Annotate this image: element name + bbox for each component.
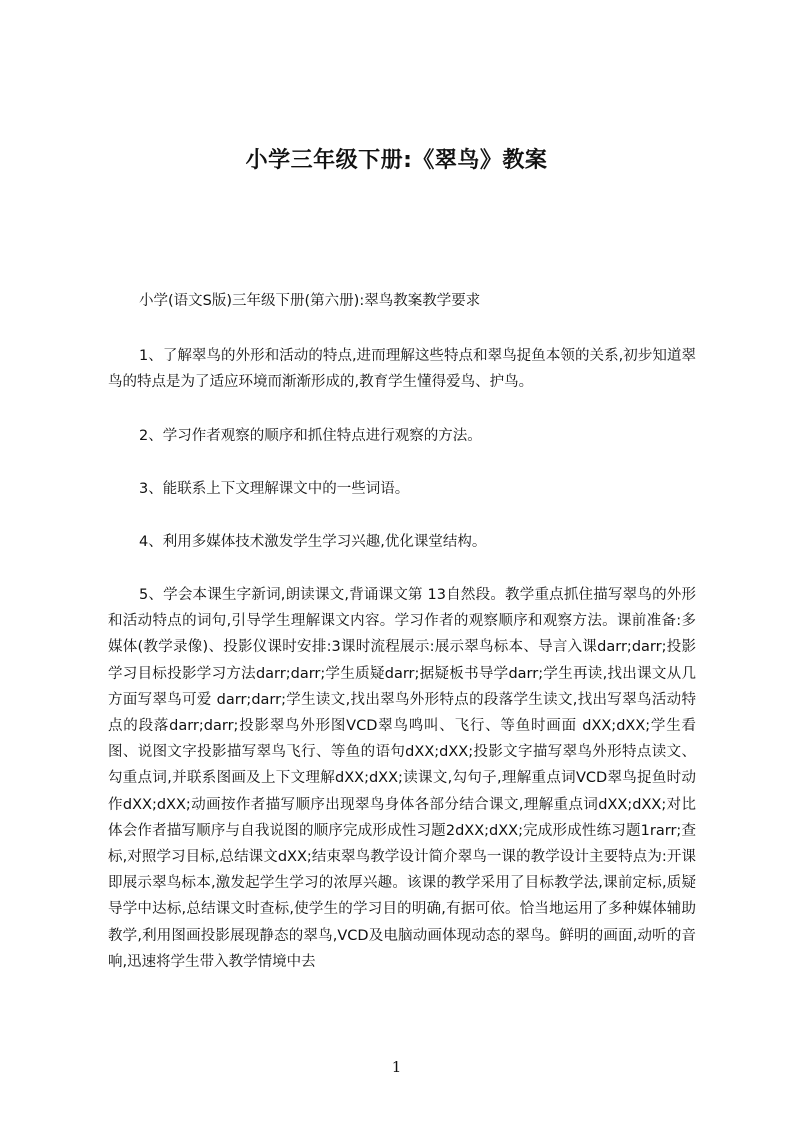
objective-paragraph-1: 1、了解翠鸟的外形和活动的特点,进而理解这些特点和翠鸟捉鱼本领的关系,初步知道翠鸟的特点是为了适应环境而渐渐形成的,教育学生懂得爱鸟、护鸟。 [108, 348, 696, 390]
intro-paragraph: 小学(语文S版)三年级下册(第六册):翠鸟教案教学要求 [139, 293, 481, 309]
document-title: 小学三年级下册:《翠鸟》教案 [245, 148, 548, 173]
objective-paragraph-5: 5、学会本课生字新词,朗读课文,背诵课文第 13自然段。教学重点抓住描写翠鸟的外形和活动特点的词句,引导学生理解课文内容。学习作者的观察顺序和观察方法。课前准备:多媒体(教学录像)、投影仪课时安排:3课时流程展示:展示翠鸟标本、导言入课darr;darr;投影学习目标投影学习方法darr;darr;学生质疑darr;据疑板书导学darr;学生再读,找出课文从几方面写翠鸟可爱 darr;darr;学生读文,找出翠鸟外形特点的段落学生读文,找出写翠鸟活动特点的段落darr;darr;投影翠鸟外形图VCD翠鸟鸣叫、飞行、等鱼时画面 dXX;dXX;学生看图、说图文字投影描写翠鸟飞行、等鱼的语句dXX;dXX;投影文字描写翠鸟外形特点读文、勾重点词,并联系图画及上下文理解dXX;dXX;读课文,勾句子,理解重点词VCD翠鸟捉鱼时动作dXX;dXX;动画按作者描写顺序出现翠鸟身体各部分结合课文,理解重点词dXX;dXX;对比体会作者描写顺序与自我说图的顺序完成形成性习题2dXX;dXX;完成形成性练习题1rarr;查标,对照学习目标,总结课文dXX;结束翠鸟教学设计简介翠鸟一课的教学设计主要特点为:开课即展示翠鸟标本,激发起学生学习的浓厚兴趣。该课的教学采用了目标教学法,课前定标,质疑导学中达标,总结课文时查标,使学生的学习目的明确,有据可依。恰当地运用了多种媒体辅助教学,利用图画投影展现静态的翠鸟,VCD及电脑动画体现动态的翠鸟。鲜明的画面,动听的音响,迅速将学生带入教学情境中去 [108, 587, 696, 970]
objective-paragraph-3: 3、能联系上下文理解课文中的一些词语。 [139, 481, 410, 497]
page-number: 1 [391, 1058, 402, 1076]
objective-paragraph-4: 4、利用多媒体技术激发学生学习兴趣,优化课堂结构。 [139, 534, 487, 550]
objective-paragraph-2: 2、学习作者观察的顺序和抓住特点进行观察的方法。 [139, 428, 482, 444]
